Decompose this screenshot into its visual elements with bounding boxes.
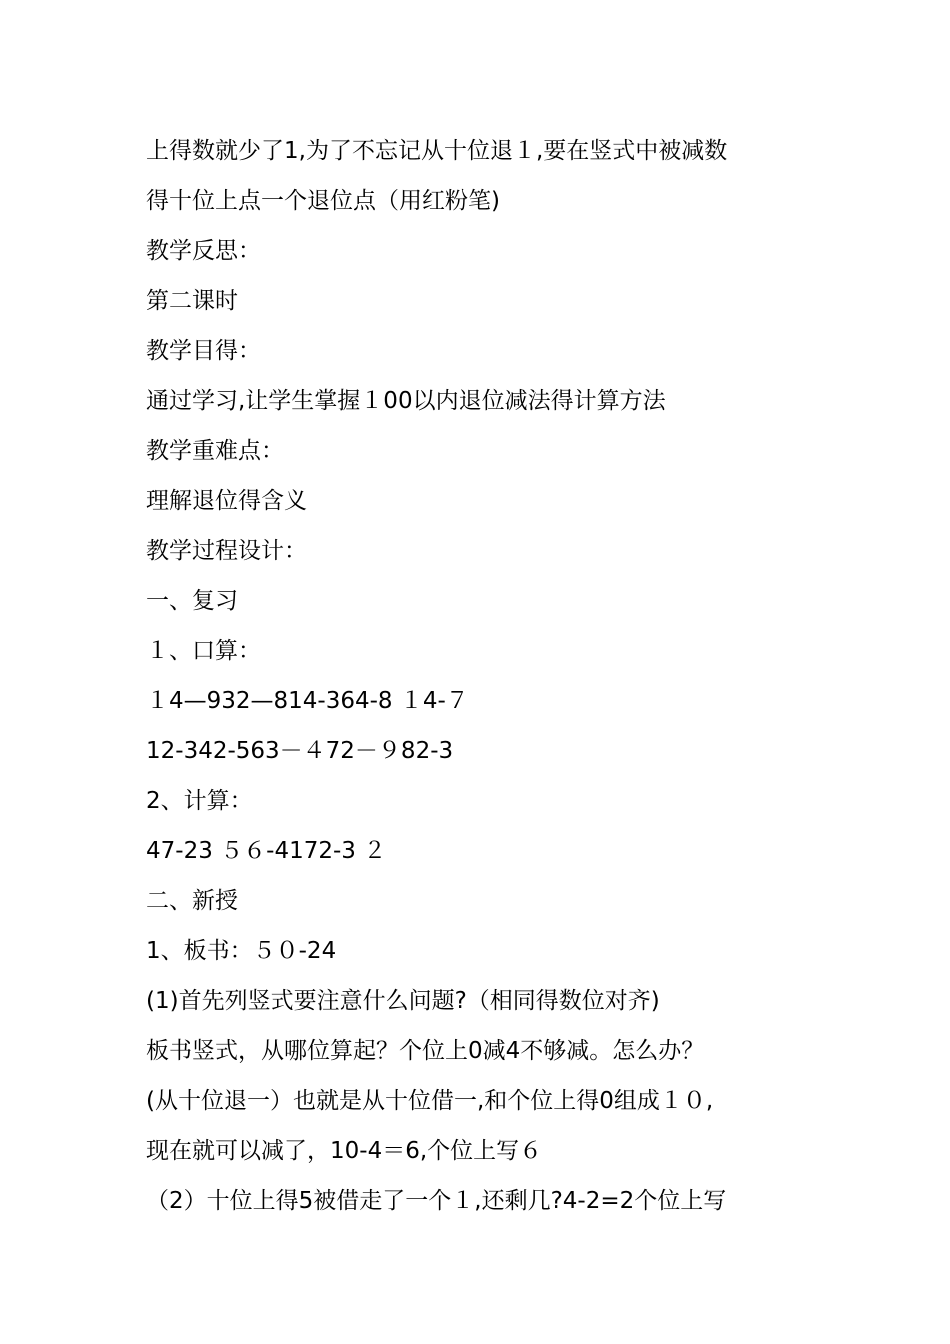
text-line: 上得数就少了1,为了不忘记从十位退１,要在竖式中被减数: [146, 138, 728, 164]
section-heading: 第二课时: [146, 288, 238, 314]
text-line: 板书竖式，从哪位算起？个位上0减4不够减。怎么办？: [146, 1038, 705, 1064]
document-body: [146, 126, 836, 1226]
section-heading: 教学反思：: [146, 238, 261, 264]
text-line: １4—932—814-364-8 １4-７: [146, 688, 469, 714]
text-line: 得十位上点一个退位点（用红粉笔): [146, 188, 500, 214]
text-line: 通过学习,让学生掌握１00以内退位减法得计算方法: [146, 388, 666, 414]
section-heading: 教学重难点：: [146, 438, 284, 464]
section-heading: 教学过程设计：: [146, 538, 307, 564]
text-line: 理解退位得含义: [146, 488, 307, 514]
text-line: (1)首先列竖式要注意什么问题?（相同得数位对齐): [146, 988, 660, 1014]
section-heading: 教学目得：: [146, 338, 261, 364]
section-heading: 二、新授: [146, 888, 238, 914]
text-line: 12-342-563－４72－９82-3: [146, 738, 454, 764]
section-heading: 一、复习: [146, 588, 238, 614]
text-line: 1、板书：５０-24: [146, 938, 337, 964]
text-line: 现在就可以减了，10-4＝6,个位上写６: [146, 1138, 543, 1164]
text-line: （2）十位上得5被借走了一个１,还剩几?4-2=2个位上写: [146, 1188, 727, 1214]
text-line: 47-23 ５６-4172-3 ２: [146, 838, 387, 864]
text-line: １、口算：: [146, 638, 261, 664]
text-line: (从十位退一）也就是从十位借一,和个位上得0组成１０,: [146, 1088, 714, 1114]
text-line: 2、计算：: [146, 788, 253, 814]
